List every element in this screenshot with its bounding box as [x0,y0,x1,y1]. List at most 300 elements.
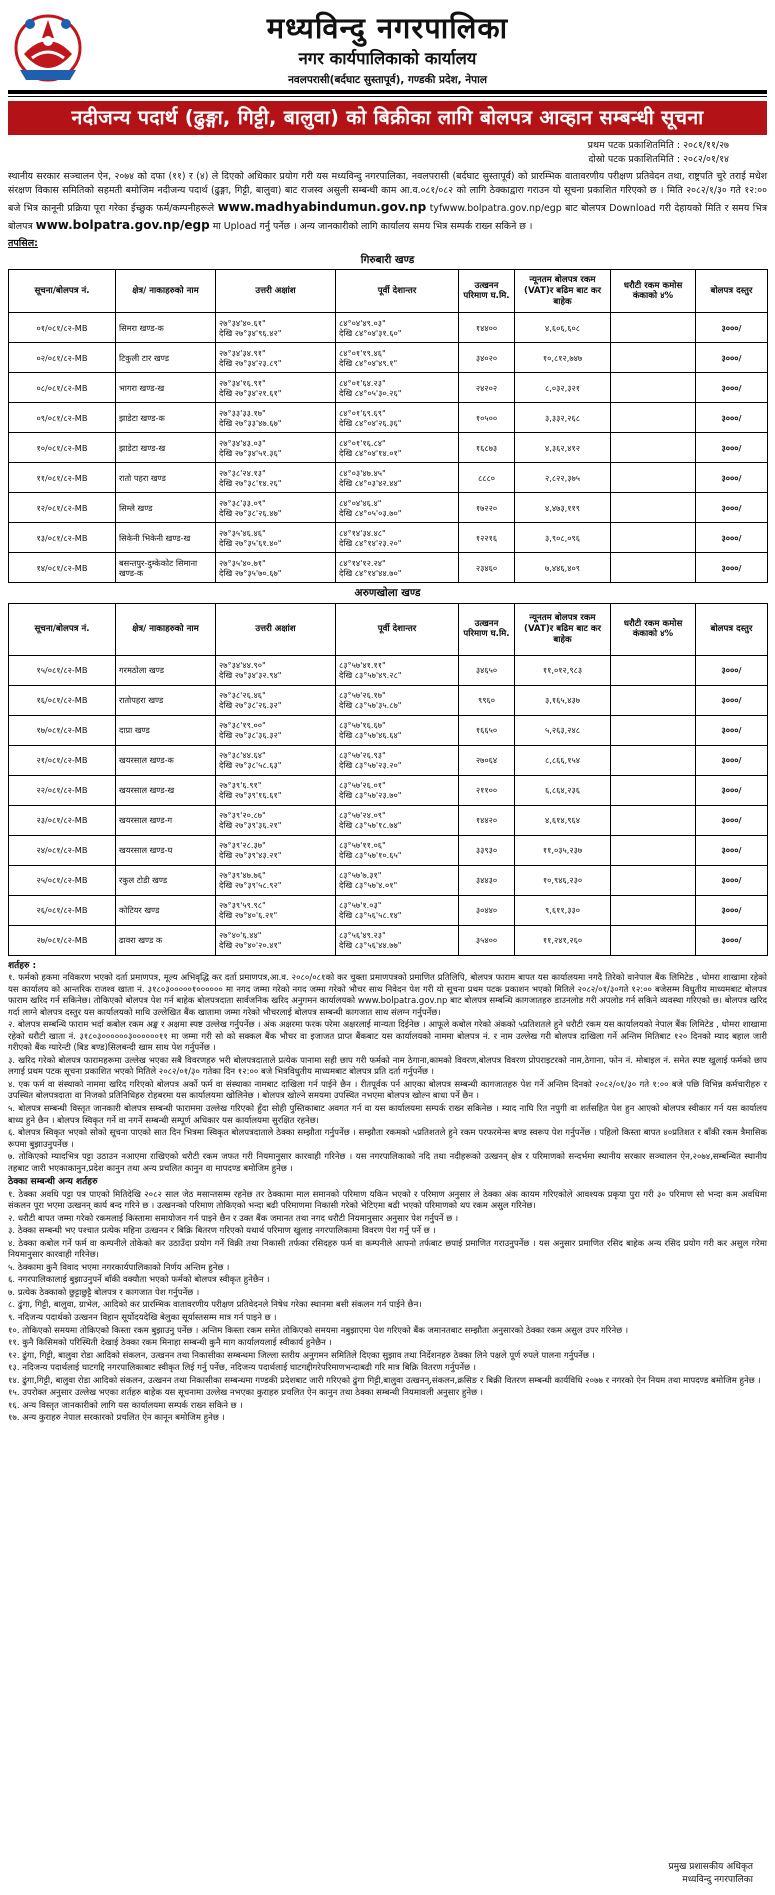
lat-to: देखि २७°३५'६१.४०" [219,537,282,548]
term-item: १३. नदिजन्य पदार्थलाई घाटगद्दि नगरपालिकाबाट स्वीकृत लिई गर्नु पर्नेछ, नदिजन्य पदार्थलाई घाटगद्दीगरेपरिमाणभन्दाबढी गरि मात्र बिक्रि वितरण गर्नुपर्नेछ । [8,1363,476,1374]
block-name-cell: ढावरा खण्ड क [116,925,216,955]
north-lat-cell [216,655,336,685]
notice-no-cell: २७/०८१/८२-MB [9,925,116,955]
long-to: देखि ८४°१४'४४.७०" [339,567,402,578]
term-item: ६. नगरपालिकालाई बुझाउनुपर्ने बाँकी वक्यौता भएको फर्मको बोलपत्र स्वीकृत हुनेछैन । [8,1275,270,1286]
min-amount-cell: २,८२२,३७५ [515,463,611,493]
lat-from: २७°३९'४७.७६" [219,870,266,881]
min-amount-cell: ९,६११,३३० [515,895,611,925]
col-quantity: उत्खनन परिमाण घ.मि. [459,603,515,655]
long-to: देखि ८३°५७'४.०१" [339,880,398,891]
term-item: १. ठेक्का अवधि पट्टा पत्र पाएको मितिदेखि २०८२ साल जेठ मसान्तसम्म रहनेछ तर ठेक्कामा माल समानको परिमाण यकिन भएको र परिमाण अनुसार ले ठेक्का अंक कायम गरिएकोले आवश्यक प्रकृया पुरा गरी ३० परिमाण सो भन्दा कम अवधिमा संकलन पूरा भएमा उत्खनन् कार्य बन्द गरिने छ । उत्खनन्को परिमाण तोकिएको भन्दा बढी परिमाणमा निकासी गरेको भेटिएमा बढी भएको परिमाणको थप रकम असुल गरिनेछ। [8,1189,767,1212]
block-name-cell: खयरसाल खण्ड-क [116,745,216,775]
long-to: देखि ८३°५६'४४.७७" [339,940,402,951]
long-from: ८३°५७'२६.१७" [339,690,386,701]
long-to: देखि ८४°०५'३०.२६" [339,387,402,398]
fee-cell: ३०००/ [696,313,768,343]
min-amount-cell: ११,२४१,२६० [515,925,611,955]
long-from: ८४°०३'४७.४५" [339,467,386,478]
min-amount-cell: १०,८१२,७४७ [515,343,611,373]
notice-no-cell: १३/०८१/८२-MB [9,523,116,553]
term-item: ३. खरिद गरेको बोलपत्र फारामहरूमा उल्लेख भएका सबै विवरणहरु भरी बोलपत्रदाताले प्रत्येक पानामा सही छाप गरी फर्मको नाम ठेगाना,कामको विवरण,बोलपत्र विवरण प्रोपराइटरको नाम,ठेगाना, फोन नं. मोबाइल नं. समेत स्पष्ट खुलाई फर्मको छाप लगाई प्रथम पटक सूचना प्रकाशित भएको मितिले २०८२/०१/३० गतेका दिन १२:०० बजे भित्रविधुतीय माध्यमबाट बोलपत्र प्रति दर्ता गर्नुपर्नेछ । [8,1055,767,1078]
fee-cell: ३०००/ [696,895,768,925]
fee-cell: ३०००/ [696,553,768,583]
lat-from: २७°३४'४०.६१" [219,317,266,328]
fee-cell: ३०००/ [696,433,768,463]
long-from: ८४°०४'४९.०३" [339,317,386,328]
table-row [9,745,768,775]
long-from: ८४°०४'४६.४" [339,497,382,508]
long-to: देखि ८४°०३'४२.४४" [339,477,402,488]
long-to: देखि ८४°०५'०३.७०" [339,507,402,518]
notice-no-cell: २२/०८१/८२-MB [9,775,116,805]
east-long-cell [336,805,459,835]
lat-to: देखि २७°३८'२६.४७" [219,507,282,518]
table-row [9,463,768,493]
east-long-cell [336,655,459,685]
term-item: १५. उपरोक्त अनुसार उल्लेख भएका शर्तहरु बाहेक यस सूचनामा उल्लेख नभएका कुराहरु प्रचलित ऐन कानुन तथा ठेक्का सम्बन्धी नियमावली अनुसार हुनेछ । [8,1388,483,1399]
term-item: १. फर्मको हकमा नविकरण भएको दर्ता प्रमाणपत्र, मूल्य अभिवृद्धि कर दर्ता प्रमाणपत्र,आ.व. २०८०/०८१को कर चुक्ता प्रमाणपत्रको प्रमाणित प्रतिलिपि, बोलपत्र फाराम बापत यस कार्यालयमा नगदै तिरेको वानेपाल बैंक लिमिटेड , धोमरा शाखामा रहेको यस कार्यालय को आन्तरिक राजश्व खाता नं. ३१८०३०००००१०००००० मा नगद जम्मा गरेको नगद जम्मा गरेको भौचर साथ निवेदन पेश गरी यो सूचना प्रथम पटक प्रकाशन भएको मितिले २०८२/०१/३०गते १२:०० बजेसम्म विधुतीय माध्यमबाट बोलपत्र फाराम खरिद गर्न सकिनेछ। तोकिएको बोलपत्र पेश गर्न बाहेक बोलपत्रदाता सार्वजनिक खरिद अनुगमन कार्यालयको www.bolpatra.gov.np बाट बोलपत्र सम्बन्धि कागजातहरु डाउनलोड गरी अपलोड गर्न सकिने व्यवस्था गरिएको छ। बोलपत्र खरिद गर्दा लाग्ने बोलपत्र दस्तुर यस कार्यालयको माथि उल्लेखित बैंक खातामा जम्मा गरेको भौचरलाई बोलपत्र सम्बन्धी कागजात साथ संलग्न गर्नुपर्नेछ। [8,973,767,1018]
long-from: ८३°५७'४१.११" [339,660,386,671]
guarantee-cell [611,925,696,955]
fee-cell: ३०००/ [696,805,768,835]
term-item: १७. अन्य कुराहरु नेपाल सरकारको प्रचलित ऐन कानून बमोजिम हुनेछ । [8,1413,225,1424]
guarantee-cell [611,493,696,523]
guarantee-cell [611,313,696,343]
col-notice-no: सूचना/बोलपत्र नं. [9,270,116,313]
lat-to: देखि २७°३८'२६.३२" [219,700,282,711]
lat-from: २७°३३'३३.१७" [219,407,266,418]
term-item: ६. बोलपत्र स्विकृत भएको सोको सूचना पाएको सात दिन भित्रमा स्विकृत बोलपत्रदाताले ठेक्का सम्झौता गर्नुपर्नेछ । सम्झौता रकमको ५प्रतिशतले हुने रकम परफरमेन्स बण्ड स्वरूप पेश गर्नुपर्नेछ । पहिलो किस्ता बापत ४०प्रतिशत र बाँकी रकम त्रैमासिक रूपमा बुझाउनुपर्नेछ । [8,1128,767,1150]
long-from: ८३°५७'२४.०९" [339,810,386,821]
min-amount-cell: ४,४७३,११९ [515,493,611,523]
lat-from: २७°३८'१९.००" [219,720,266,731]
term-item: ११. कुनै किसिमको परिस्थिती देखाई ठेक्का रकम मिनाहा सम्बन्धी कुनै माग कार्यालयलाई स्वीकार्य हुनेछैन । [8,1338,332,1349]
col-north-lat: उत्तरी अक्षांश [216,603,336,655]
col-fee: बोलपत्र दस्तुर [696,603,768,655]
quantity-cell: १६८७३ [459,433,515,463]
north-lat-cell [216,313,336,343]
signatory-role: प्रमुख प्रशासकीय अधिकृत [668,1861,753,1872]
col-east-long: पूर्वी देशान्तर [336,603,459,655]
block-name-cell: कोटियर खण्ड [116,895,216,925]
giruwari-block-table [8,269,768,583]
signatory-office: मध्यविन्दु नगरपालिका [682,1874,753,1885]
table-row [9,373,768,403]
long-to: देखि ८३°५७'२३.२०" [339,760,402,771]
long-from: ८४°१४'१२.२४" [339,557,386,568]
block-name-cell: गरमठोला खण्ड [116,655,216,685]
details-label: तपसिल: [8,237,38,249]
notice-no-cell: ०८/०८१/८२-MB [9,373,116,403]
long-from: ८३°५७'१.०३" [339,900,382,911]
long-from: ८४°१४'३४.४८" [339,527,386,538]
block-name-cell: रातोपहरा खण्ड [116,685,216,715]
notice-no-cell: ०२/०८१/८२-MB [9,343,116,373]
first-publication-date: प्रथम पटक प्रकाशितमिति : २०८१/११/२७ [587,140,729,151]
table1-title: गिरुबारी खण्ड [360,253,415,266]
east-long-cell [336,925,459,955]
header-rule [8,90,767,94]
guarantee-cell [611,775,696,805]
quantity-cell: ३४४३० [459,865,515,895]
contract-terms-list [8,1190,767,1425]
terms-section [8,960,767,1425]
bolpatra-website-link[interactable]: www.bolpatra.gov.np/egp [35,218,210,233]
north-lat-cell [216,523,336,553]
publication-dates [8,139,767,168]
lat-to: देखि २७°३४'२३.८९" [219,357,282,368]
col-min-amount: न्यूनतम बोलपत्र रकम (VAT)र बढिम बाट कर बाहेक [515,603,611,655]
block-name-cell: झाडेटा खण्ड-क [116,403,216,433]
term-item: ५. ठेक्कामा कुनै विवाद भएमा नगरकार्यपालिकाको निर्णय अन्तिम हुनेछ । [8,1262,230,1273]
lat-to: देखि २७°३४'९६.४२" [219,327,282,338]
arunkhola-block-table [8,603,768,956]
table-row [9,895,768,925]
fee-cell: ३०००/ [696,523,768,553]
fee-cell: ३०००/ [696,835,768,865]
lat-to: देखि २७°३५'७०.६७" [219,567,282,578]
guarantee-cell [611,685,696,715]
signature-block [669,1861,754,1887]
fee-cell: ३०००/ [696,775,768,805]
north-lat-cell [216,403,336,433]
term-item: २. धरौटी बापत जम्मा गरेको रकमलाई किस्तामा समायोजन गर्न पाइने छैन र उक्त बैंक जमानत तथा नगद धरौटी नियमानुसार अनुसार पेश गर्नुपर्ने छ । [8,1213,459,1224]
lat-to: देखि २७°३४'३२.९४" [219,670,282,681]
quantity-cell: ८८८० [459,463,515,493]
notice-no-cell: १५/०८१/८२-MB [9,655,116,685]
col-notice-no: सूचना/बोलपत्र नं. [9,603,116,655]
lat-from: २७°३८'४४.६४" [219,750,266,761]
long-from: ८३°५७'१६.६७" [339,720,386,731]
min-amount-cell: ३,९०८,०९६ [515,523,611,553]
block-name-cell: रकुल टोडी खण्ड [116,865,216,895]
notice-no-cell: १७/०८१/८२-MB [9,715,116,745]
table-row [9,865,768,895]
block-name-cell: खयरसाल खण्ड-ख [116,775,216,805]
office-subtitle: नगर कार्यपालिकाको कार्यालय [298,49,477,69]
term-item: ९. नदिजन्य पदार्थको उत्खनन विहान सूर्योदयदेखि बेलुका सूर्यास्तसम्म मात्र गर्न पाइने छ । [8,1313,277,1323]
block-name-cell: दाप्रा खण्ड [116,715,216,745]
quantity-cell: १६६५० [459,715,515,745]
quantity-cell: १०५०० [459,403,515,433]
quantity-cell: २४२०२ [459,373,515,403]
table2-title: अरुणखोला खण्ड [354,587,421,600]
guarantee-cell [611,835,696,865]
col-min-amount: न्यूनतम बोलपत्र रकम (VAT)र बढिम बाट कर बाहेक [515,270,611,313]
lat-to: देखि २७°३९'१६.६१" [219,790,282,801]
long-to: देखि ८३°५७'३५.८७" [339,700,402,711]
letterhead [8,8,767,88]
lat-from: २७°३८'३३.०९" [219,497,266,508]
lat-from: २७°३५'४६.४६" [219,527,266,538]
lat-from: २७°३४'१६.९१" [219,377,266,388]
lat-from: २७°४०'६.४४" [219,930,262,941]
north-lat-cell [216,685,336,715]
header-rule-thin [8,96,767,97]
fee-cell: ३०००/ [696,463,768,493]
long-from: ८४°०१'१९.४६" [339,347,386,358]
block-name-cell: सिम्ले खण्ड [116,493,216,523]
north-lat-cell [216,865,336,895]
east-long-cell [336,745,459,775]
block-name-cell: रातो पहरा खण्ड [116,463,216,493]
lat-to: देखि २७°३८'३६.३२" [219,730,282,741]
table-row [9,715,768,745]
east-long-cell [336,463,459,493]
block-name-cell: भागरा खण्ड-ख [116,373,216,403]
north-lat-cell [216,925,336,955]
min-amount-cell: ४,६०६,६०८ [515,313,611,343]
east-long-cell [336,865,459,895]
fee-cell: ३०००/ [696,865,768,895]
term-item: ३. ठेक्का सम्बन्धी भए पश्चात प्रत्येक महिना उत्खनन र बिक्रि बितरण गरिएको यथार्थ परिमाण खुलाइ नगरपालिकामा विवरण पेश गर्नु पर्ने छ । [8,1226,436,1237]
lat-from: २७°३९'२८.३७" [219,840,266,851]
long-from: ८३°५७'२६.०१" [339,780,386,791]
lat-to: देखि २७°३३'४७.६७" [219,417,282,428]
quantity-cell: १४४०० [459,313,515,343]
guarantee-cell [611,865,696,895]
intro-text-c: मा Upload गर्नु पर्नेछ । अन्य जानकारीको लागि कार्यालय समय भित्र सम्पर्क राख्न सकिने छ । [212,221,533,233]
long-to: देखि ८३°५७'१०.६५" [339,850,402,861]
min-amount-cell: ८,८६६,१५४ [515,745,611,775]
term-item: ५. बोलपत्र सम्बन्धी विस्तृत जानकारी बोलपत्र सम्बन्धी फाराममा उल्लेख गरिएको हुँदा सोही पुस्तिकाबाट अवगत गर्न वा यस कार्यालयमा सम्पर्क राख्न सकिनेछ । म्याद नाघि रित नपुगी वा शर्तसहित पेश हुन आएको बोलपत्र स्वीकार गर्न यस कार्यालय बाध्य हुने छैन । बोलपत्र स्विकृत गर्ने वा नगर्ने सम्बन्धी सम्पूर्ण अधिकार यस कार्यालयमा सुरक्षित रहनेछ। [8,1104,767,1126]
notice-no-cell: २३/०८१/८२-MB [9,805,116,835]
long-from: ८४°०१'१६.८४" [339,437,386,448]
guarantee-cell [611,463,696,493]
east-long-cell [336,313,459,343]
long-to: देखि ८३°५७'४६.६४" [339,730,402,741]
table-row [9,433,768,463]
notice-no-cell: २१/०८१/८२-MB [9,745,116,775]
long-to: देखि ८३°५७'२३.७०" [339,790,402,801]
quantity-cell: १२२१६ [459,523,515,553]
guarantee-cell [611,745,696,775]
lat-to: देखि २७°४०'२०.४१" [219,940,282,951]
east-long-cell [336,433,459,463]
quantity-cell: १७२२० [459,493,515,523]
long-to: देखि ८४°१४'२३.२०" [339,537,402,548]
block-name-cell: खयरसाल खण्ड-घ [116,835,216,865]
north-lat-cell [216,553,336,583]
east-long-cell [336,685,459,715]
col-block: क्षेत्र/ नाकाहरुको नाम [116,270,216,313]
fee-cell: ३०००/ [696,403,768,433]
min-amount-cell: १०,९४६,२३० [515,865,611,895]
east-long-cell [336,835,459,865]
long-to: देखि ८४°०४'२६.३६" [339,417,402,428]
quantity-cell: १४४२० [459,805,515,835]
north-lat-cell [216,775,336,805]
north-lat-cell [216,805,336,835]
col-quantity: उत्खनन परिमाण घ.मि. [459,270,515,313]
col-guarantee: धरौटी रकम कमोस कंकाको ४% [611,603,696,655]
table-row [9,313,768,343]
guarantee-cell [611,373,696,403]
table-row [9,493,768,523]
long-to: देखि ८३°५७'१८.७४" [339,820,402,831]
lat-from: २७°३९'२०.८७" [219,810,266,821]
guarantee-cell [611,343,696,373]
fee-cell: ३०००/ [696,655,768,685]
min-amount-cell: ११,०३५,२३७ [515,835,611,865]
long-from: ८४°०१'६४.२३" [339,377,386,388]
min-amount-cell: ११,०१२,९८३ [515,655,611,685]
north-lat-cell [216,343,336,373]
min-amount-cell: ३,१६५,४३७ [515,685,611,715]
fee-cell: ३०००/ [696,373,768,403]
term-item: १२. ढुंगा, गिट्टी, बालुवा रोडा आदिको संकलन, उत्खनन तथा निकासीका सम्बन्धमा जिल्ला स्तरीय अनुगमन समितिले दिएका सुझाव तथा निर्देशनहरु ठेक्का लिने पक्षले पूर्ण रुपले पालना गर्नुपर्नेछ । [8,1350,595,1361]
north-lat-cell [216,835,336,865]
block-name-cell: बसन्तपुर-दुम्केकोट सिमाना खण्ड-क [116,553,216,583]
term-item: ४. ठेक्का कबोल गर्ने फर्म वा कम्पनीले तोकेको कर उठाउँदा प्रयोग गर्ने विक्री तथा निकासी तर्फका रसिदहरु फर्म वा कम्पनीले आफ्नो तर्फबाट छपाई प्रमाणित गराउनुपर्नेछ । यस अनुसार प्रमाणित रसिद बाहेक अन्य रसिद प्रयोग गरी कर असुल गरेमा नियमानुसार कारवाही गरिनेछ। [8,1238,767,1261]
lat-from: २७°३४'३४.९१" [219,347,266,358]
col-east-long: पूर्वी देशान्तर [336,270,459,313]
lat-to: देखि २७°३४'५१.३६" [219,447,282,458]
guarantee-cell [611,433,696,463]
terms-list [8,973,767,1175]
col-block: क्षेत्र/ नाकाहरुको नाम [116,603,216,655]
east-long-cell [336,373,459,403]
min-amount-cell: ३,३३२,२६८ [515,403,611,433]
quantity-cell: २७०६४ [459,745,515,775]
fee-cell: ३०००/ [696,925,768,955]
table-row [9,805,768,835]
long-to: देखि ८३°५७'४९.२८" [339,670,402,681]
table-header-row [9,270,768,313]
table-row [9,343,768,373]
east-long-cell [336,775,459,805]
table-row [9,553,768,583]
long-from: ८३°५६'४९.२३" [339,930,386,941]
term-item: ४. एक फर्म वा संस्थाको नाममा खरिद गरिएको बोलपत्र अर्को फर्म वा संस्थाका नामबाट दाखिला गर्न पाईने छैन । रीतपूर्वक पर्न आएका बोलपत्र सम्बन्धी कागजातहरु पेश गर्ने अन्तिम दिनको २०८२/०१/३० गते १:०० बजे पछि विभिन्न कर्मचारीहरु र उपस्थित बोलपत्रदाता वा निजको प्रतिनिधिहरु रोहबरमा यस कार्यालयमा खोलिनेछ । बोलपत्र खोल्ने समयमा उपस्थित नभएमा बोलपत्र खोल्न बाधा पर्ने छैन । [8,1079,767,1102]
east-long-cell [336,403,459,433]
term-item: २. बोलपत्र सम्बन्धि फाराम भर्दा कबोल रकम अङ्क र अक्षमा स्पष्ट उल्लेख गर्नुपर्नेछ । अंक अक्षरमा फरक परेमा अक्षरलाई मान्यता दिईनेछ । आफूले कबोल गरेको अंकको ५प्रतिशतले हुने धरौटी रकम यस कार्यालयको नेपाल बैंक लिमिटेड , धोमरा शाखामा रहेको धरौटी खाता नं. ३१८०३००००००३००००००११ मा जम्मा गरी सो को सक्कल बैंक भौचर वा इजाजत प्राप्त बैंकबाट यस कार्यालयको नाममा बोलपत्र नं. र नाम उल्लेख गरी बोलपत्र दाखिला गर्ने अन्तिम मितिबाट १२० दिनको म्याद बहाल जारी गरीएको बैंक ग्यारेन्टी (बिड बण्ड)सिलबन्दी खाम साथ पेश गर्नुपर्नेछ । [8,1020,767,1054]
north-lat-cell [216,493,336,523]
long-to: देखि ८४°०४'१४.०१" [339,447,402,458]
table-row [9,523,768,553]
quantity-cell: ३३९३० [459,835,515,865]
guarantee-cell [611,523,696,553]
long-from: ८४°०१'६९.६९" [339,407,386,418]
guarantee-cell [611,403,696,433]
contract-terms-heading: ठेक्का सम्बन्धी अन्य शर्तहरु [8,1177,98,1188]
notice-no-cell: १०/०८१/८२-MB [9,433,116,463]
notice-no-cell: १६/०८१/८२-MB [9,685,116,715]
table-row [9,925,768,955]
notice-no-cell: ०९/०८१/८२-MB [9,403,116,433]
block-name-cell: सिकेनी भिकेनी खण्ड-ख [116,523,216,553]
guarantee-cell [611,715,696,745]
term-item: १४. ढुंगा,गिट्टी, बालुवा रोडा आदिको संकलन, उत्खनन तथा निकासीका सम्बन्धमा गण्डकी प्रदेशबाट जारी गरिएको ढुंगा गिट्टी,बालुवा उत्खनन्,संकलन,क्रसिङ र बिक्री वितरण सम्बन्धी कार्यविधि २०७७ र नगरको ऐन नियम तथा मापदण्ड बमोजिम हुनेछ । [8,1375,761,1386]
fee-cell: ३०००/ [696,685,768,715]
min-amount-cell: ७,४४६,४०९ [515,553,611,583]
east-long-cell [336,553,459,583]
table-row [9,403,768,433]
min-amount-cell: ६,८६४,२३६ [515,775,611,805]
min-amount-cell: ४,३६२,४१२ [515,433,611,463]
block-name-cell: झाडेटा खण्ड-ख [116,433,216,463]
lat-to: देखि २७°४०'६.२१" [219,910,278,921]
lat-to: देखि २७°३९'३६.२१" [219,820,282,831]
north-lat-cell [216,433,336,463]
east-long-cell [336,895,459,925]
fee-cell: ३०००/ [696,715,768,745]
fee-cell: ३०००/ [696,493,768,523]
notice-no-cell: २६/०८१/८२-MB [9,895,116,925]
long-to: देखि ८४°०४'३१.६०" [339,327,402,338]
terms-heading: शर्तहरु : [8,960,37,971]
lat-to: देखि २७°३९'४३.२१" [219,850,282,861]
nepal-emblem-logo [10,8,86,84]
east-long-cell [336,523,459,553]
table-row [9,685,768,715]
municipality-website-link[interactable]: www.madhyabindumun.gov.np [217,200,427,215]
lat-to: देखि २७°३८'५८.६३" [219,760,282,771]
intro-text-b: tyfwww.bolpatra.gov.np/egp बाट बोलपत्र Download गरी देहायको मिति र समय भित्र बोलपत्र [8,203,768,233]
notice-no-cell: ०१/०८१/८२-MB [9,313,116,343]
guarantee-cell [611,805,696,835]
term-item: ७. प्रत्येक ठेक्काको छुट्टाछुट्टै बोलपत्र र कागजात पेश गर्नुपर्नेछ । [8,1287,200,1298]
min-amount-cell: ५,२६३,२४८ [515,715,611,745]
term-item: १०. तोकिएको समयमा तोकिएको किस्ता रकम बुझाउनु पर्नेछ । अन्तिम किस्ता रकम समेत तोकिएको समयमा नबुझाएमा पेश गरिएको बैंक जमानतबाट सम्झौता अनुसारको ठेक्का रकम असुल उपर गरिनेछ । [8,1325,629,1336]
min-amount-cell: ४,६१४,९६४ [515,805,611,835]
lat-to: देखि २७°३४'२१.६१" [219,387,282,398]
east-long-cell [336,493,459,523]
table-header-row [9,603,768,655]
col-fee: बोलपत्र दस्तुर [696,270,768,313]
east-long-cell [336,715,459,745]
north-lat-cell [216,373,336,403]
notice-no-cell: १२/०८१/८२-MB [9,493,116,523]
guarantee-cell [611,655,696,685]
north-lat-cell [216,715,336,745]
intro-text-a: स्थानीय सरकार सञ्चालन ऐन, २०७४ को दफा (११) र (४) ले दिएको अधिकार प्रयोग गरी यस मध्यविन्दु नगरपालिका, नवलपरासी (बर्दघाट सुस्तापूर्व) को प्रारम्भिक वातावरणीय परीक्षण प्रतिवेदन तथा, राष्ट्रपति चुरे तराई मधेश संरक्षण विकास समितिको सहमती बमोजिम नदीजन्य पदार्थ (ढुङ्गा, गिट्टी, बालुवा) बाट राजस्व असुली सम्बन्धी काम आ.व.०८१/०८२ को लागि ठेक्काद्वारा गराउन यो सूचना प्रकाशित गरिएको छ । मिति २०८२/१/३० गते १२:०० बजे भित्र कानूनी प्रक्रिया पूरा गरेका ईच्छुक फर्म/कम्पनीहरूले [8,170,767,215]
north-lat-cell [216,895,336,925]
fee-cell: ३०००/ [696,343,768,373]
block-name-cell: सिमरा खण्ड-क [116,313,216,343]
quantity-cell: २११०० [459,775,515,805]
min-amount-cell: ८,०३२,३२१ [515,373,611,403]
lat-from: २७°३९'६.९१" [219,780,262,791]
office-address: नवलपरासी(बर्दघाट सुस्तापूर्व), गण्डकी प्रदेश, नेपाल [288,73,487,86]
long-from: ८३°५७'२६.९३" [339,750,386,761]
intro-paragraph [8,170,767,235]
lat-from: २७°३५'४०.७१" [219,557,266,568]
quantity-cell: ३४६५० [459,655,515,685]
second-publication-date: दोस्रो पटक प्रकाशितमिति : २०८२/०१/१४ [588,154,729,166]
term-item: ७. तोकिएको म्यादभित्र पट्टा उठाउन नआएमा राखिएको धरौटी रकम जफत गरी नियमानुसार कारवाही गरिनेछ । यस नगरपालिकाको नदि तथा नदीहरूको उत्खनन् क्षेत्र र परिमाणको सन्दर्भमा स्थानीय सरकार सञ्चालन ऐन,२०७४,सम्बन्धित स्थानीय तहबाट जारी भएकाकानुन,प्रदेश कानुन तथा अन्य प्रचलित कानुन वा मापदण्ड बमोजिम हुनेछ । [8,1152,767,1174]
term-item: १६. अन्य विस्तृत जानकारीको लागि यस कार्यालयमा सम्पर्क राख्न सकिने छ । [8,1400,243,1411]
lat-to: देखि २७°३८'१४.२६" [219,477,282,488]
table-row [9,835,768,865]
long-to: देखि ८३°५६'५८.१४" [339,910,402,921]
municipality-title: मध्यविन्दु नगरपालिका [266,11,509,45]
quantity-cell: ३५४०० [459,925,515,955]
lat-from: २७°३९'५९.९८" [219,900,266,911]
fee-cell: ३०००/ [696,745,768,775]
long-from: ८३°५७'११.०६" [339,840,386,851]
lat-to: देखि २७°३९'५८.९२" [219,880,282,891]
quantity-cell: ३४०२० [459,343,515,373]
quantity-cell: ३०४४० [459,895,515,925]
long-to: देखि ८४°०४'४९.१" [339,357,398,368]
north-lat-cell [216,745,336,775]
term-item: ८. ढुंगा, गिट्टी, बालुवा, ग्राभेल, आदिको कर प्रारम्भिक वातावरणीय परीक्षण प्रतिवेदनले निषेध गरेका स्थानमा बसी संकलन गर्न पाईने छैन। [8,1300,422,1311]
lat-from: २७°३८'२६.४६" [219,690,266,701]
east-long-cell [336,343,459,373]
long-from: ८३°५७'७.३१" [339,870,382,881]
